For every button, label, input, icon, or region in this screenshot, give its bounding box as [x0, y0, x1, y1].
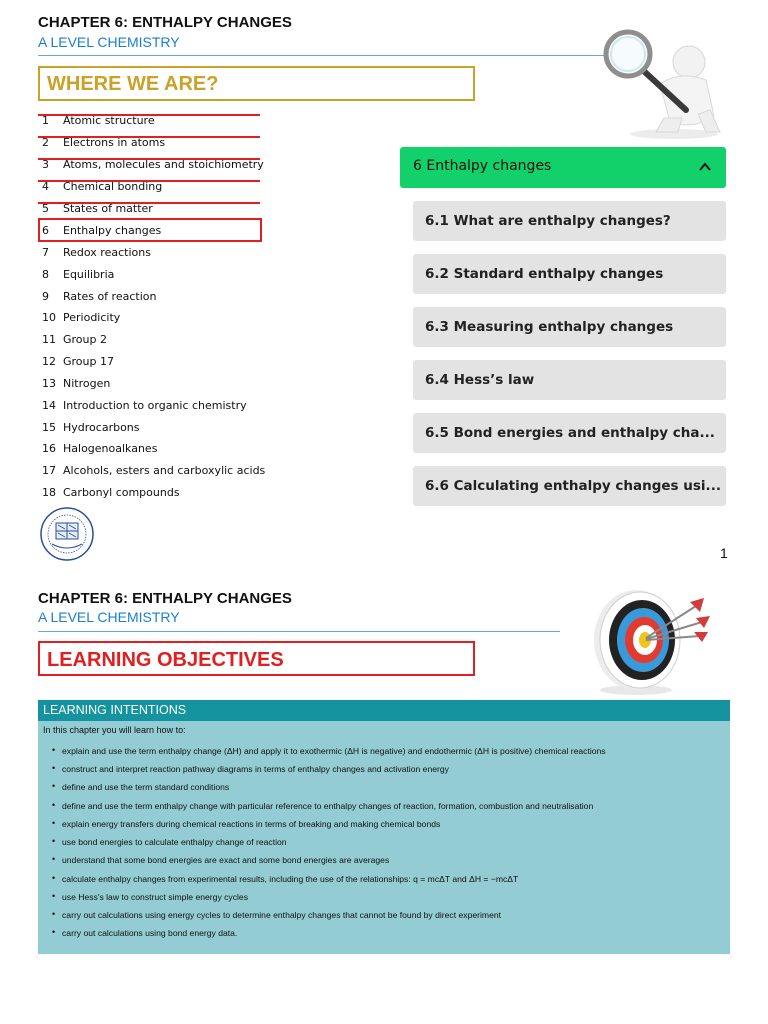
header-divider	[38, 55, 604, 56]
magnifier-figure-icon	[594, 18, 730, 140]
current-topic-highlight	[38, 218, 262, 242]
accordion-item-6-6[interactable]: 6.6 Calculating enthalpy changes usi...	[413, 466, 726, 506]
chevron-up-icon[interactable]	[698, 160, 712, 174]
accordion-header-enthalpy-changes[interactable]: 6 Enthalpy changes	[400, 147, 726, 188]
accordion-item-6-1[interactable]: 6.1 What are enthalpy changes?	[413, 201, 726, 241]
accordion-item-6-4[interactable]: 6.4 Hess’s law	[413, 360, 726, 400]
target-arrows-icon	[578, 584, 718, 696]
learning-objectives-heading: LEARNING OBJECTIVES	[38, 641, 475, 676]
learning-intentions-header: LEARNING INTENTIONS	[38, 700, 730, 721]
school-seal-logo	[36, 506, 98, 562]
course-subtitle: A LEVEL CHEMISTRY	[38, 34, 180, 50]
intentions-lead: In this chapter you will learn how to:	[43, 725, 186, 735]
header-divider	[38, 631, 560, 632]
where-we-are-heading: WHERE WE ARE?	[38, 66, 475, 101]
accordion-item-6-2[interactable]: 6.2 Standard enthalpy changes	[413, 254, 726, 294]
chapter-title: CHAPTER 6: ENTHALPY CHANGES	[38, 590, 292, 607]
course-subtitle: A LEVEL CHEMISTRY	[38, 609, 180, 625]
accordion-item-6-5[interactable]: 6.5 Bond energies and enthalpy cha...	[413, 413, 726, 453]
page-number: 1	[720, 545, 728, 561]
learning-intentions-panel: LEARNING INTENTIONS In this chapter you will learn how to: explain and use the term enthalpy change (ΔH) and apply it to exothermic (ΔH is negative) and endothermic (ΔH is positive) chemical reactions construct and interpret reaction pathway diagrams in terms of enthalpy changes and activation energy define and use the term standard conditions define and use the term enthalpy change with particular reference to enthalpy changes of reaction, formation, combustion and neutralisation explain energy transfers during chemical reactions in terms of breaking and making chemical bonds use bond energies to calculate enthalpy change of reaction understand that some bond energies are exact and some bond energies are averages calculate enthalpy changes from experimental results, including the use of the relationships: q = mcΔT and ΔH = −mcΔT use Hess's law to construct simple energy cycles carry out calculations using energy cycles to determine enthalpy changes that cannot be found by direct experiment carry out calculations using bond energy data.	[38, 700, 730, 954]
chapter-title: CHAPTER 6: ENTHALPY CHANGES	[38, 14, 292, 31]
accordion-item-6-3[interactable]: 6.3 Measuring enthalpy changes	[413, 307, 726, 347]
